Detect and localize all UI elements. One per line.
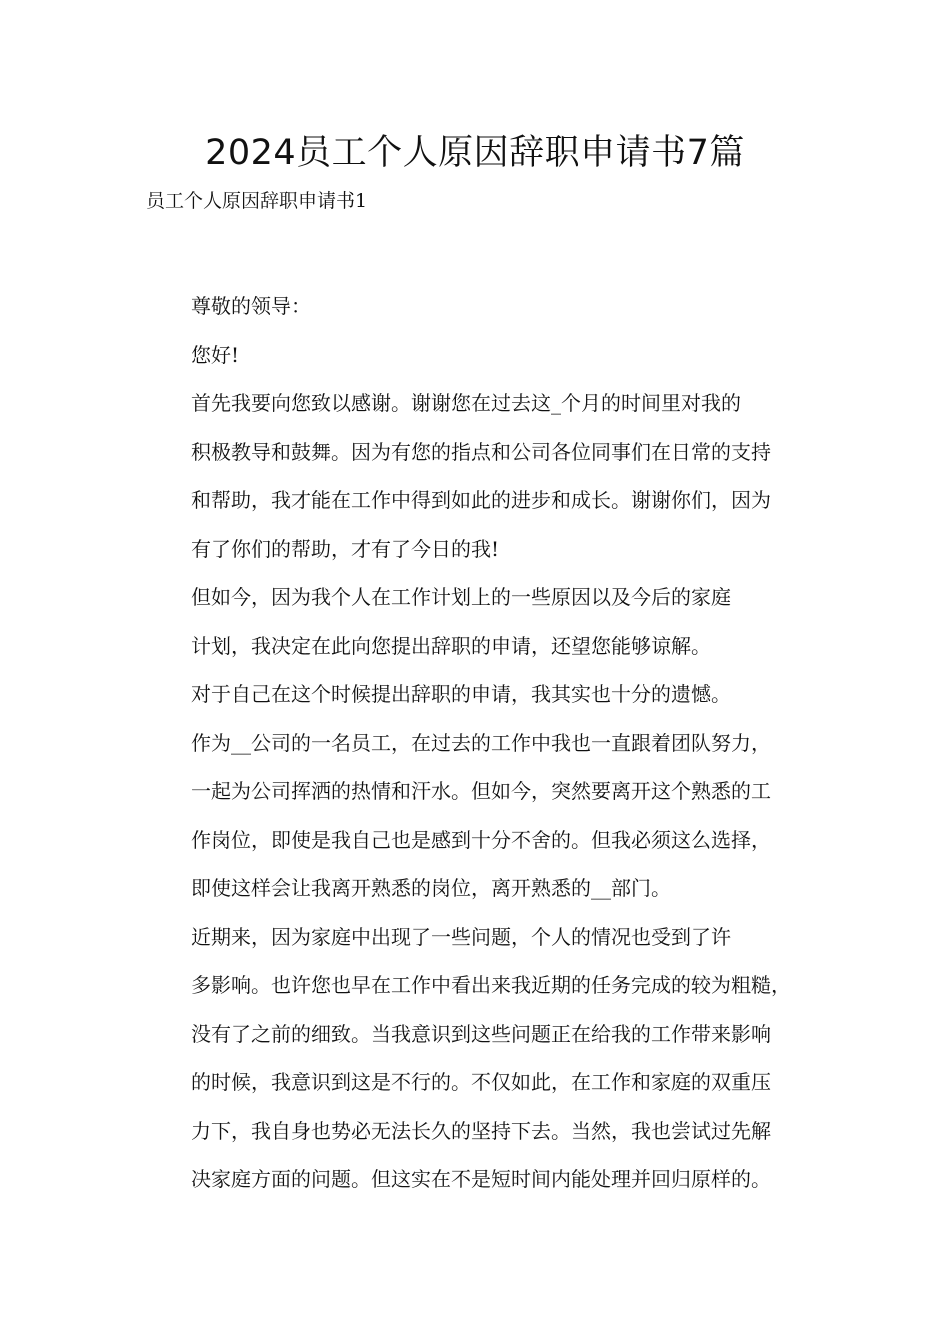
- paragraph: [146, 379, 836, 573]
- paragraph: [146, 573, 836, 670]
- paragraph-line: 积极教导和鼓舞。因为有您的指点和公司各位同事们在日常的支持: [191, 439, 771, 464]
- document-title: 2024员工个人原因辞职申请书7篇: [205, 133, 745, 173]
- paragraph-line: 首先我要向您致以感谢。谢谢您在过去这_个月的时间里对我的: [191, 391, 741, 415]
- paragraph-line: 即使这样会让我离开熟悉的岗位，离开熟悉的__部门。: [191, 876, 671, 900]
- document-subtitle: 员工个人原因辞职申请书1: [146, 190, 368, 212]
- letter-body: [146, 282, 836, 1204]
- paragraph-line: 近期来，因为家庭中出现了一些问题，个人的情况也受到了许: [191, 924, 731, 949]
- paragraph: [146, 670, 836, 913]
- paragraph-line: 的时候，我意识到这是不行的。不仅如此，在工作和家庭的双重压: [191, 1070, 771, 1094]
- paragraph-line: 作岗位，即使是我自己也是感到十分不舍的。但我必须这么选择，: [191, 827, 771, 852]
- paragraph-line: 决家庭方面的问题。但这实在不是短时间内能处理并回归原样的。: [191, 1167, 771, 1191]
- paragraph-line: 和帮助，我才能在工作中得到如此的进步和成长。谢谢你们，因为: [191, 488, 771, 512]
- greeting: 您好!: [191, 342, 240, 367]
- paragraph-line: 对于自己在这个时候提出辞职的申请，我其实也十分的遗憾。: [191, 682, 731, 706]
- paragraph-line: 作为__公司的一名员工，在过去的工作中我也一直跟着团队努力，: [191, 730, 771, 755]
- paragraph-line: 没有了之前的细致。当我意识到这些问题正在给我的工作带来影响: [191, 1021, 771, 1046]
- paragraph-line: 但如今，因为我个人在工作计划上的一些原因以及今后的家庭: [191, 585, 731, 609]
- salutation: 尊敬的领导：: [191, 294, 311, 318]
- paragraph: [146, 913, 836, 1204]
- paragraph-line: 多影响。也许您也早在工作中看出来我近期的任务完成的较为粗糙，: [191, 973, 791, 997]
- paragraph-line: 力下，我自身也势必无法长久的坚持下去。当然，我也尝试过先解: [191, 1118, 771, 1143]
- paragraph-line: 一起为公司挥洒的热情和汗水。但如今，突然要离开这个熟悉的工: [191, 779, 771, 803]
- paragraph-line: 计划，我决定在此向您提出辞职的申请，还望您能够谅解。: [191, 633, 711, 658]
- paragraph-line: 有了你们的帮助，才有了今日的我!: [191, 536, 500, 561]
